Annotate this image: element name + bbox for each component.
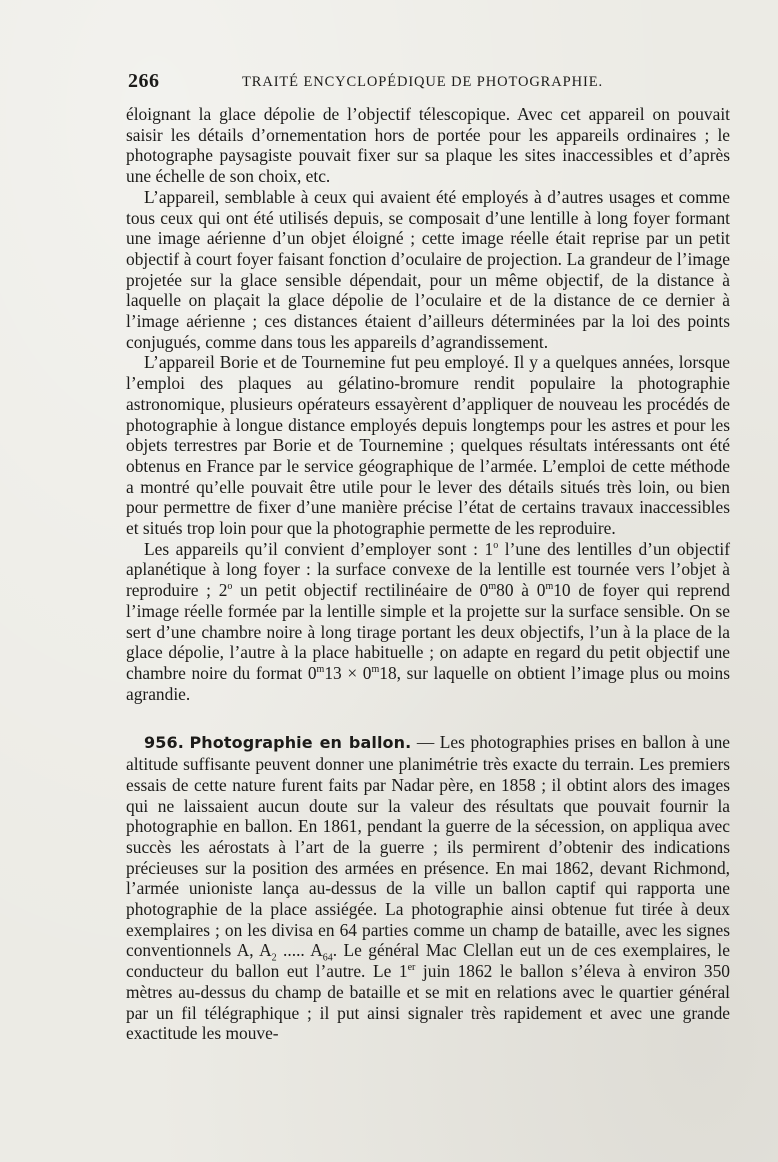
meter-superscript: m bbox=[545, 581, 554, 593]
page-body bbox=[126, 104, 730, 1044]
text-run: ..... A bbox=[276, 940, 323, 961]
page-header bbox=[128, 70, 726, 96]
meter-superscript: m bbox=[371, 664, 380, 676]
paragraph-apparatus: L’appareil, semblable à ceux qui avaient été employés à d’autres usages et comme tous ceux qui ont été utilisés depuis, se composait d’une lentille à long foyer formant une image aérienne d’un objet éloigné ; cette image réelle était reprise par un petit objectif à court foyer faisant fonction d’oculaire de projection. La grandeur de l’image projetée sur la glace sensible dépendait, pour un même objectif, de la distance à laquelle on plaçait la glace dépolie de l’oculaire et de la distance de ce dernier à l’image aérienne ; ces distances étaient d’ailleurs déterminées par la loi des points conjugués, comme dans tous les appareils d’agrandissement. bbox=[126, 186, 730, 352]
section-956-paragraph bbox=[126, 732, 730, 1044]
section-title: Photographie en ballon. bbox=[189, 733, 412, 753]
text-run: 80 à 0 bbox=[496, 580, 546, 601]
ordinal-superscript: er bbox=[407, 962, 416, 974]
ordinal-superscript: o bbox=[227, 581, 233, 593]
paragraph-continued: éloignant la glace dépolie de l’objectif télescopique. Avec cet appareil on pouvait saisir les détails d’ornementation hors de portée pour les appareils ordinaires ; le photographe paysagiste pouvait fixer sur sa plaque les sites inaccessibles et d’après une échelle de son choix, etc. bbox=[126, 104, 730, 187]
text-run: — Les photographies prises en ballon à une altitude suffisante peuvent donner une planimétrie très exacte du terrain. Les premiers essais de cette nature furent faits par Nadar père, en 1858 ; il obtint alors des images qui ne laissaient aucun doute sur la valeur des résultats que pouvait fournir la photographie en ballon. En 1861, pendant la guerre de la sécession, on appliqua avec succès les aérostats à l’art de la guerre ; ils permirent d’obtenir des indications précieuses sur la position des armées en présence. En mai 1862, devant Richmond, l’armée unioniste lança au-dessus de la ville un ballon captif qui rapporta une photographie de la place assiégée. La photographie ainsi obtenue fut tirée à deux exemplaires ; on les divisa en 64 parties comme un champ de bataille, avec les signes conventionnels A, A bbox=[126, 732, 731, 961]
text-run: juin 1862 le ballon s’éleva à environ 350 mètres au-dessus du champ de bataille et se mit en relations avec le quartier général par un fil télégraphique ; il put ainsi signaler très rapidement et avec une grande exactitude les mouve- bbox=[126, 961, 730, 1044]
section-number: 956. bbox=[144, 733, 184, 753]
paragraph-borie-tournemine: L’appareil Borie et de Tournemine fut peu employé. Il y a quelques années, lorsque l’emploi des plaques au gélatino-bromure rendit populaire la photographie astronomique, plusieurs opérateurs essayèrent d’appliquer de nouveau les procédés de photographie à longue distance employés depuis longtemps pour les astres et pour les objets terrestres par Borie et de Tournemine ; quelques résultats intéressants ont été obtenus en France par le service géographique de l’armée. L’emploi de cette méthode a montré qu’elle pouvait être utile pour le lever des détails situés très loin, ou bien pour permettre de fixer d’une manière précise l’état de certains travaux inaccessibles et situés trop loin pour que la photographie permette de les reproduire. bbox=[126, 352, 730, 539]
subscript: 2 bbox=[271, 952, 277, 964]
running-title: TRAITÉ ENCYCLOPÉDIQUE DE PHOTOGRAPHIE. bbox=[242, 74, 603, 90]
text-run: un petit objectif rectilinéaire de 0 bbox=[232, 580, 489, 601]
ordinal-superscript: o bbox=[493, 539, 499, 551]
paragraph-recommended-apparatus bbox=[126, 539, 730, 705]
text-run: 10 de foyer qui reprend l’image réelle formée par la lentille simple et la projette sur la surface sensible. On se sert d’une chambre noire à long tirage portant les deux objectifs, l’un à la place de la glace dépolie, l’autre à la place habituelle ; on adapte en regard du petit objectif une chambre noire du format 0 bbox=[126, 580, 730, 683]
page-number: 266 bbox=[128, 70, 160, 92]
text-run: Les appareils qu’il convient d’employer sont : 1 bbox=[144, 538, 494, 559]
meter-superscript: m bbox=[316, 664, 325, 676]
text-run: . Le général Mac Clellan eut un de ces exemplaires, le conducteur du ballon eut l’autre. Le 1 bbox=[126, 940, 730, 982]
text-run: 18, sur laquelle on obtient l’image plus ou moins agrandie. bbox=[126, 662, 730, 704]
text-run: l’une des lentilles d’un objectif aplanétique à long foyer : la surface convexe de la lentille est tournée vers l’objet à reproduire ; 2 bbox=[126, 538, 731, 601]
text-run: 13 × 0 bbox=[324, 662, 372, 683]
meter-superscript: m bbox=[488, 581, 497, 593]
subscript: 64 bbox=[322, 952, 333, 964]
